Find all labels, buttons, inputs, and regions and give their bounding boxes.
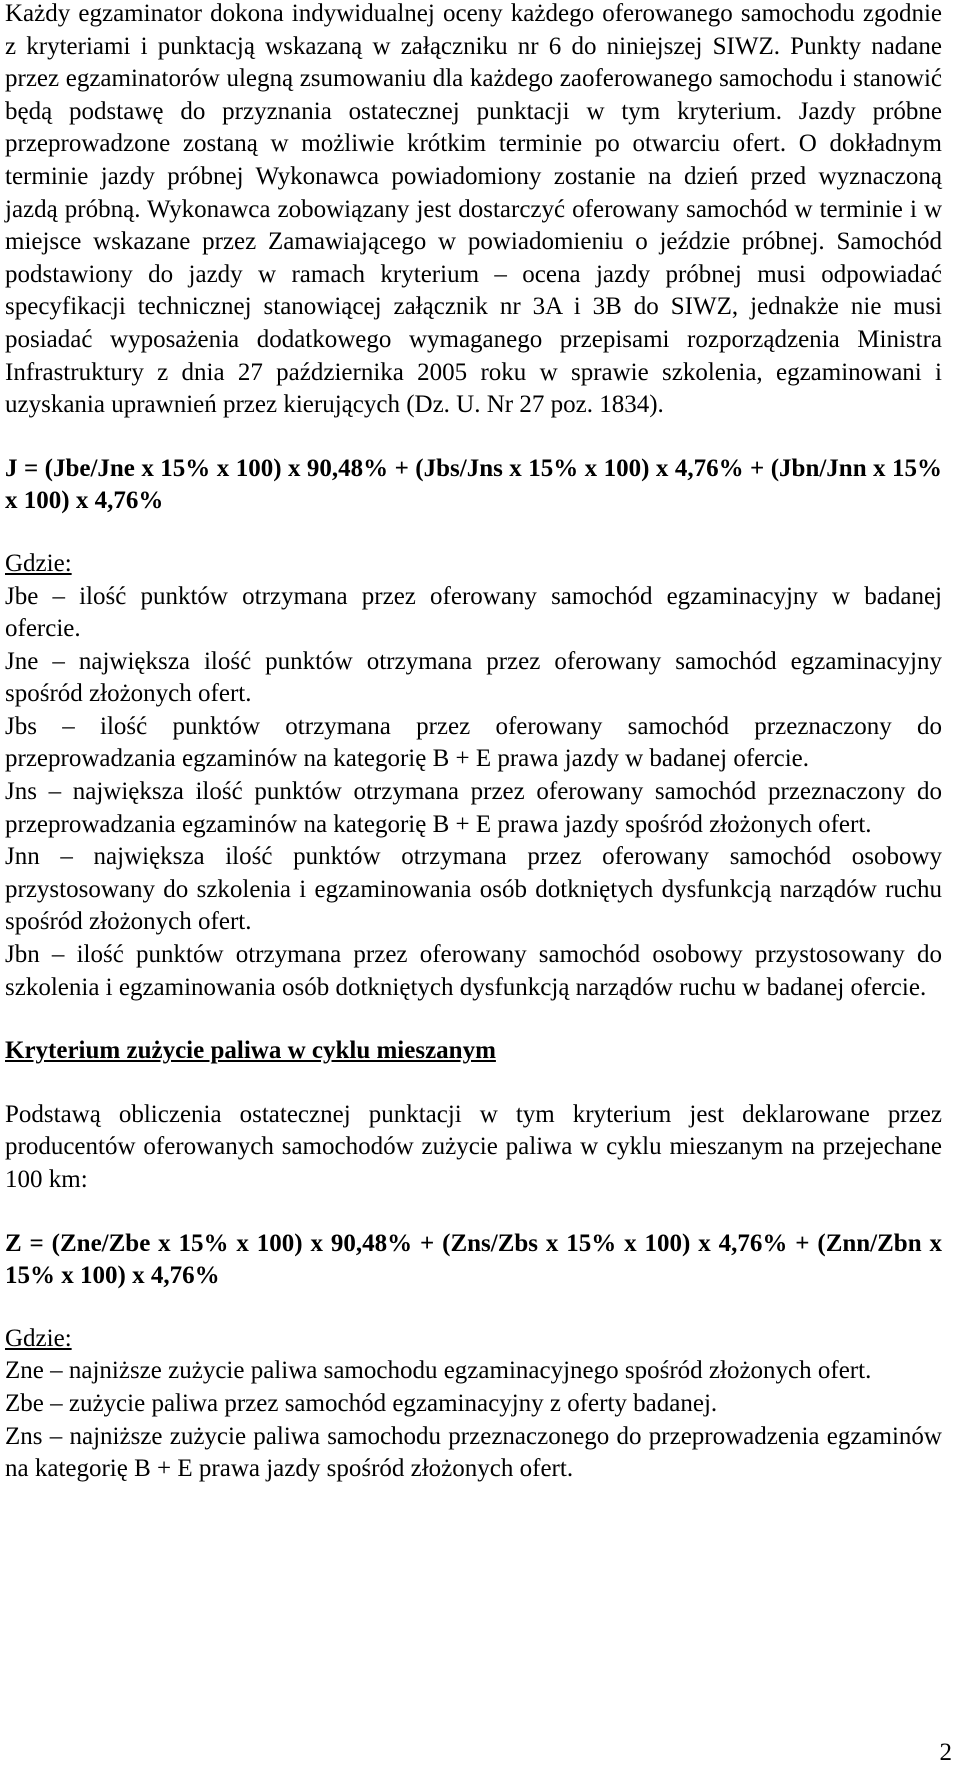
gdzie-label-z: Gdzie: (5, 1324, 72, 1352)
fuel-intro-paragraph: Podstawą obliczenia ostatecznej punktacji w tym kryterium jest deklarowane przez producentów oferowanych samochodów zużycie paliwa w cyklu mieszanym na przejechane 100 km: (5, 1100, 942, 1193)
definition-jbe: Jbe – ilość punktów otrzymana przez oferowany samochód egzaminacyjny w badanej ofercie. (5, 582, 942, 643)
document-page (5, 0, 942, 1486)
definition-jbs: Jbs – ilość punktów otrzymana przez oferowany samochód przeznaczony do przeprowadzania egzaminów na kategorię B + E prawa jazdy w badanej ofercie. (5, 712, 942, 773)
page-number: 2 (939, 1739, 952, 1766)
definition-jbn: Jbn – ilość punktów otrzymana przez oferowany samochód osobowy przystosowany do szkolenia i egzaminowania osób dotkniętych dysfunkcją narządów ruchu w badanej ofercie. (5, 941, 942, 1001)
definition-jns: Jns – największa ilość punktów otrzymana przez oferowany samochód przeznaczony do przeprowadzania egzaminów na kategorię B + E prawa jazdy spośród złożonych ofert. (5, 778, 942, 838)
fuel-criterion-heading: Kryterium zużycie paliwa w cyklu mieszanym (5, 1037, 496, 1065)
definition-jnn: Jnn – największa ilość punktów otrzymana przez oferowany samochód osobowy przystosowany do szkolenia i egzaminowania osób dotkniętych dysfunkcją narządów ruchu spośród złożonych ofert. (5, 843, 942, 936)
gdzie-label-j: Gdzie: (5, 549, 72, 577)
definition-jne: Jne – największa ilość punktów otrzymana przez oferowany samochód egzaminacyjny spośród złożonych ofert. (5, 647, 942, 708)
formula-j: J = (Jbe/Jne x 15% x 100) x 90,48% + (Jbs/Jns x 15% x 100) x 4,76% + (Jbn/Jnn x 15% x 100) x 4,76% (5, 454, 942, 515)
definition-zns: Zns – najniższe zużycie paliwa samochodu przeznaczonego do przeprowadzenia egzaminów na kategorię B + E prawa jazdy spośród złożonych ofert. (5, 1422, 942, 1483)
intro-paragraph: Każdy egzaminator dokona indywidualnej oceny każdego oferowanego samochodu zgodnie z kryteriami i punktacją wskazaną w załączniku nr 6 do niniejszej SIWZ. Punkty nadane przez egzaminatorów ulegną zsumowaniu dla każdego zaoferowanego samochodu i stanowić będą podstawę do przyznania ostatecznej punktacji w tym kryterium. Jazdy próbne przeprowadzone zostaną w możliwie krótkim terminie po otwarciu ofert. O dokładnym terminie jazdy próbnej Wykonawca powiadomiony zostanie na dzień przed wyznaczoną jazdą próbną. Wykonawca zobowiązany jest dostarczyć oferowany samochód w terminie i w miejsce wskazane przez Zamawiającego w powiadomieniu o jeździe próbnej. Samochód podstawiony do jazdy w ramach kryterium – ocena jazdy próbnej musi odpowiadać specyfikacji technicznej stanowiącej załącznik nr 3A i 3B do SIWZ, jednakże nie musi posiadać wyposażenia dodatkowego wymaganego przepisami rozporządzenia Ministra Infrastruktury z dnia 27 października 2005 roku w sprawie szkolenia, egzaminowani i uzyskania uprawnień przez kierujących (Dz. U. Nr 27 poz. 1834). (5, 0, 942, 419)
definition-zne: Zne – najniższe zużycie paliwa samochodu egzaminacyjnego spośród złożonych ofert. (5, 1357, 872, 1385)
definition-zbe: Zbe – zużycie paliwa przez samochód egzaminacyjny z oferty badanej. (5, 1389, 718, 1417)
formula-z: Z = (Zne/Zbe x 15% x 100) x 90,48% + (Zns/Zbs x 15% x 100) x 4,76% + (Znn/Zbn x 15% x 100) x 4,76% (5, 1229, 942, 1290)
